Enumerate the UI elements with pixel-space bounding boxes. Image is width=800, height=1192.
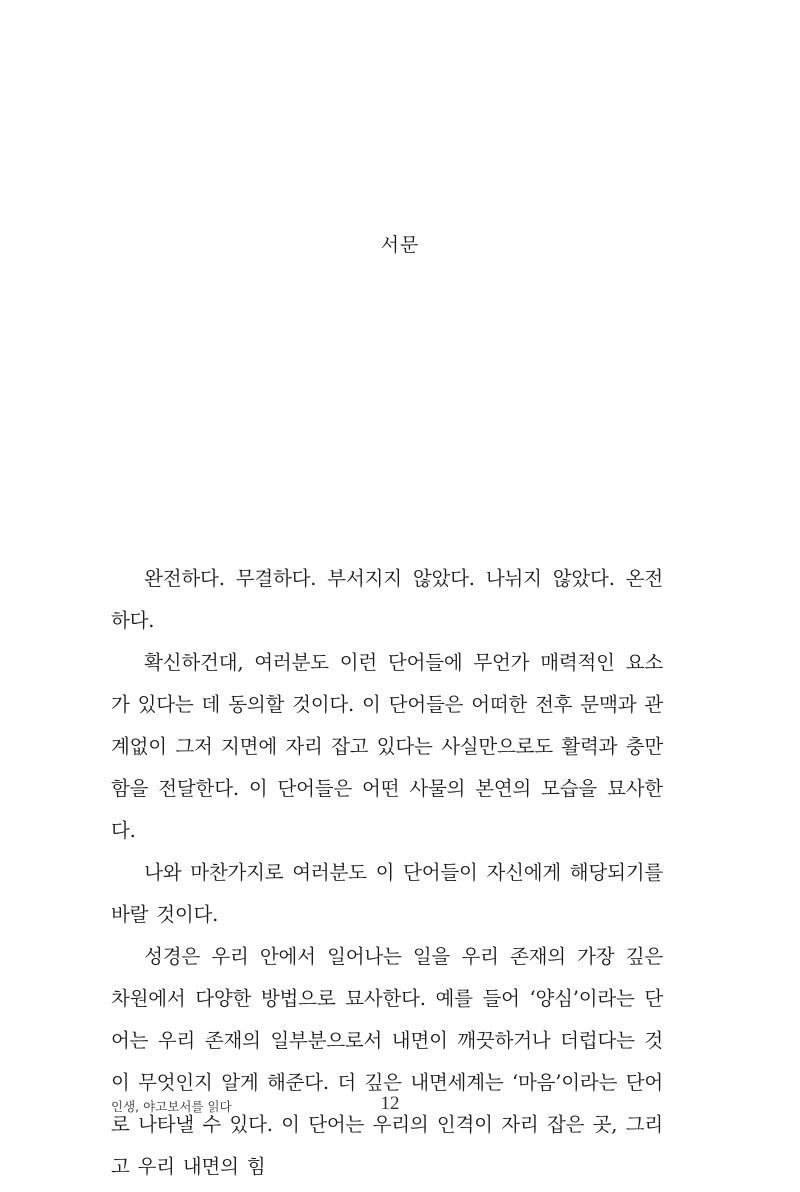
page-number: 12	[380, 1093, 400, 1114]
chapter-title: 서문	[380, 234, 420, 256]
paragraph: 나와 마찬가지로 여러분도 이 단어들이 자신에게 해당되기를 바랄 것이다.	[111, 861, 663, 926]
running-footer-book-title: 인생, 야고보서를 읽다	[111, 1099, 232, 1114]
paragraph: 확신하건대, 여러분도 이런 단어들에 무언가 매력적인 요소가 있다는 데 동의할 것이다. 이 단어들은 어떠한 전후 문맥과 관계없이 그저 지면에 자리 잡고 있다는 사실만으로도 활력과 충만함을 전달한다. 이 단어들은 어떤 사물의 본연의 모습을 묘사한다.	[111, 651, 663, 842]
paragraph: 완전하다. 무결하다. 부서지지 않았다. 나뉘지 않았다. 온전하다.	[111, 567, 663, 632]
paragraph: 성경은 우리 안에서 일어나는 일을 우리 존재의 가장 깊은 차원에서 다양한 방법으로 묘사한다. 예를 들어 ‘양심’이라는 단어는 우리 존재의 일부분으로서 내면이 깨끗하거나 더럽다는 것이 무엇인지 알게 해준다. 더 깊은 내면세계는 ‘마음’이라는 단어로 나타낼 수 있다. 이 단어는 우리의 인격이 자리 잡은 곳, 그리고 우리 내면의 힘	[111, 945, 663, 1178]
